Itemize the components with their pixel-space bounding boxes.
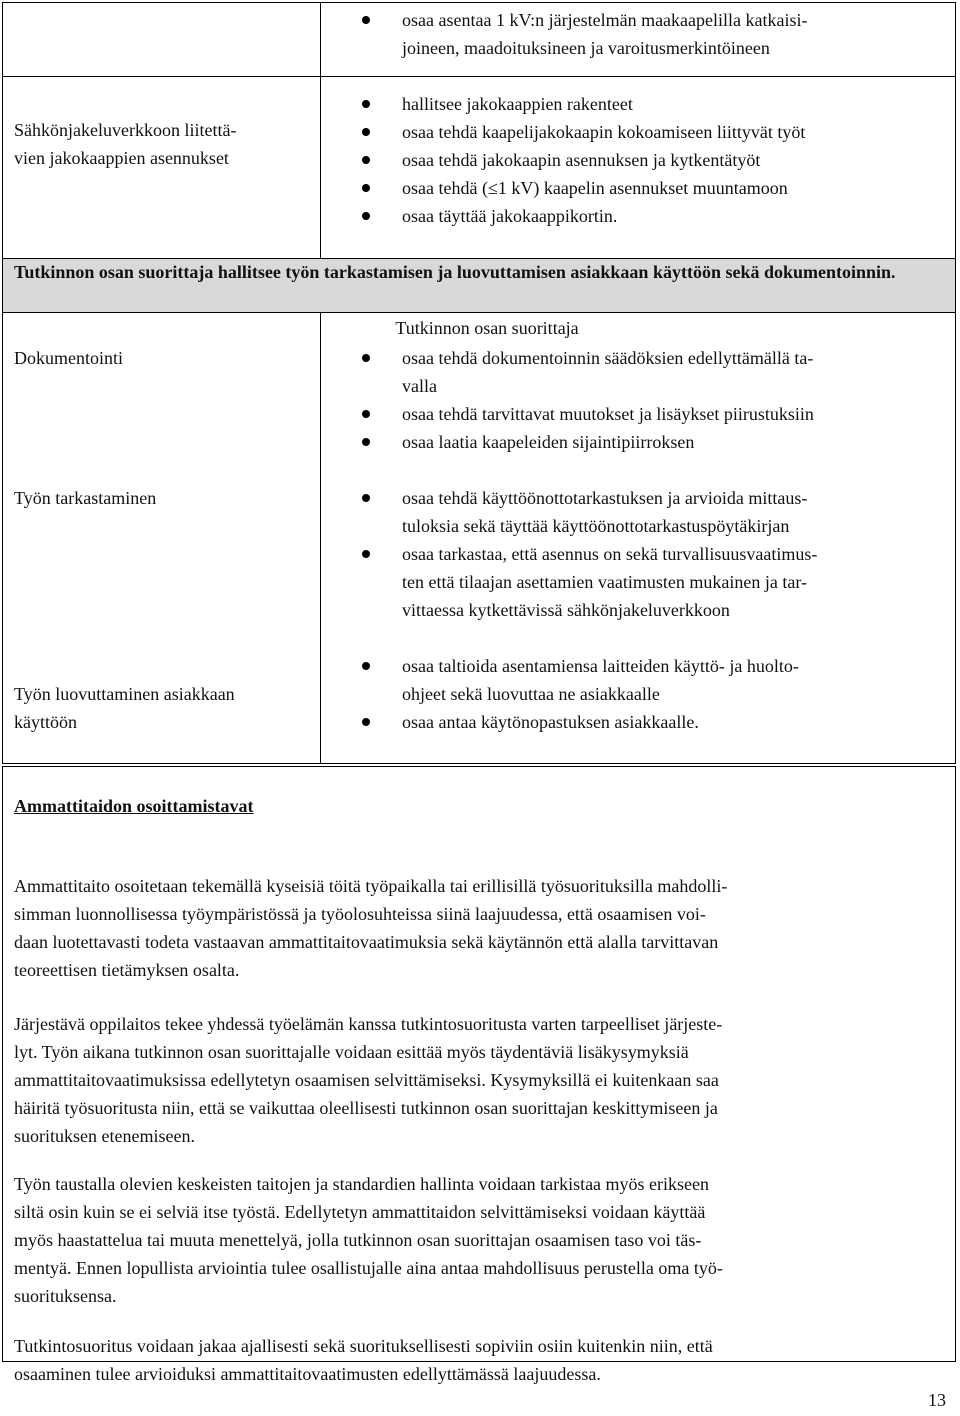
- table-row-divider: [2, 312, 956, 313]
- section-paragraph-2: Järjestävä oppilaitos tekee yhdessä työelämän kanssa tutkintosuoritusta varten tarpeelliset järjeste- lyt. Työn aikana tutkinnon osan suorittajalle voidaan esittää myös täydentäviä lisäkysymyksiä ammattitaitovaatimuksissa edellytetyn osaamisen selvittämiseksi. Kysymyksillä ei kuitenkaan saa häiritä työsuoritusta niin, että se vaikuttaa oleellisesti tutkinnon osan suorittajan keskittymiseen ja suorituksen etenemiseen.: [14, 1014, 723, 1146]
- list-item: osaa tehdä käyttöönottotarkastuksen ja arvioida mittaus- tuloksia sekä täyttää käyttöönottotarkastuspöytäkirjan: [362, 484, 952, 540]
- section-paragraph-1: Ammattitaito osoitetaan tekemällä kyseisiä töitä työpaikalla tai erillisillä työsuorituksilla mahdolli- simman luonnollisessa työympäristössä ja työolosuhteissa siinä laajuudessa, että osaamisen voi- daan luotettavasti todeta vastaavan ammattitaitovaatimuksia sekä käytännön että alalla tarvittavan teoreettisen tietämyksen osalta.: [14, 876, 728, 980]
- list-item: osaa antaa käytönopastuksen asiakkaalle.: [362, 708, 952, 736]
- page-number: 13: [928, 1390, 946, 1410]
- row-check-label: Työn tarkastaminen: [14, 488, 157, 508]
- table-column-divider-bottom: [320, 312, 321, 764]
- list-item: osaa asentaa 1 kV:n järjestelmän maakaapelilla katkaisi- joineen, maadoituksineen ja varoitusmerkintöineen: [362, 6, 952, 62]
- list-item: osaa täyttää jakokaappikortin.: [362, 202, 952, 230]
- section-heading: Ammattitaidon osoittamistavat: [14, 796, 254, 816]
- band-heading: Tutkinnon osan suorittaja hallitsee työn tarkastamisen ja luovuttamisen asiakkaan käyttöön sekä dokumentoinnin.: [14, 262, 896, 282]
- row-1-label: Sähkönjakeluverkkoon liitettä- vien jakokaappien asennukset: [14, 120, 237, 168]
- table-row-check-left: [14, 484, 314, 512]
- table-row-1-right: [362, 90, 952, 230]
- table-row-doc-right: [362, 344, 952, 456]
- section-paragraph-3: Työn taustalla olevien keskeisten taitojen ja standardien hallinta voidaan tarkistaa myös erikseen siltä osin kuin se ei selviä itse työstä. Edellytetyn ammattitaidon selvittämiseksi voidaan käyttää myös haastattelua tai muuta menettelyä, jolla tutkinnon osan suorittajan osaamisen taso voi täs- mentyä. Ennen lopullista arviointia tulee osallistujalle aina antaa mahdollisuus perustella oma työ- suorituksensa.: [14, 1174, 723, 1306]
- row-handover-label: Työn luovuttaminen asiakkaan käyttöön: [14, 684, 235, 732]
- list-item: osaa laatia kaapeleiden sijaintipiirroksen: [362, 428, 952, 456]
- table-row-0-right: [362, 6, 952, 62]
- list-item: osaa tehdä jakokaapin asennuksen ja kytkentätyöt: [362, 146, 952, 174]
- table-column-divider-top: [320, 2, 321, 258]
- table-row-handover-left: [14, 652, 314, 736]
- sub-heading: Tutkinnon osan suorittaja: [395, 318, 579, 338]
- list-item: osaa tarkastaa, että asennus on sekä turvallisuusvaatimus- ten että tilaajan asettamien vaatimusten mukainen ja tar- vittaessa kytkettävissä sähkönjakeluverkkoon: [362, 540, 952, 624]
- list-item: osaa tehdä tarvittavat muutokset ja lisäykset piirustuksiin: [362, 400, 952, 428]
- list-item: hallitsee jakokaappien rakenteet: [362, 90, 952, 118]
- list-item: osaa taltioida asentamiensa laitteiden käyttö- ja huolto- ohjeet sekä luovuttaa ne asiakkaalle: [362, 652, 952, 708]
- list-item: osaa tehdä (≤1 kV) kaapelin asennukset muuntamoon: [362, 174, 952, 202]
- list-item: osaa tehdä dokumentoinnin säädöksien edellyttämällä ta- valla: [362, 344, 952, 400]
- table-row-divider: [2, 76, 956, 77]
- section-paragraph-4: Tutkintosuoritus voidaan jakaa ajallisesti sekä suorituksellisesti sopiviin osiin kuitenkin niin, että osaaminen tulee arvioiduksi ammattitaitovaatimusten edellyttämässä laajuudessa.: [14, 1336, 713, 1384]
- table-row-1-left: [14, 88, 314, 172]
- table-row-handover-right: [362, 652, 952, 736]
- row-doc-label: Dokumentointi: [14, 348, 123, 368]
- table-row-check-right: [362, 484, 952, 624]
- table-row-doc-left: [14, 344, 314, 372]
- list-item: osaa tehdä kaapelijakokaapin kokoamiseen liittyvät työt: [362, 118, 952, 146]
